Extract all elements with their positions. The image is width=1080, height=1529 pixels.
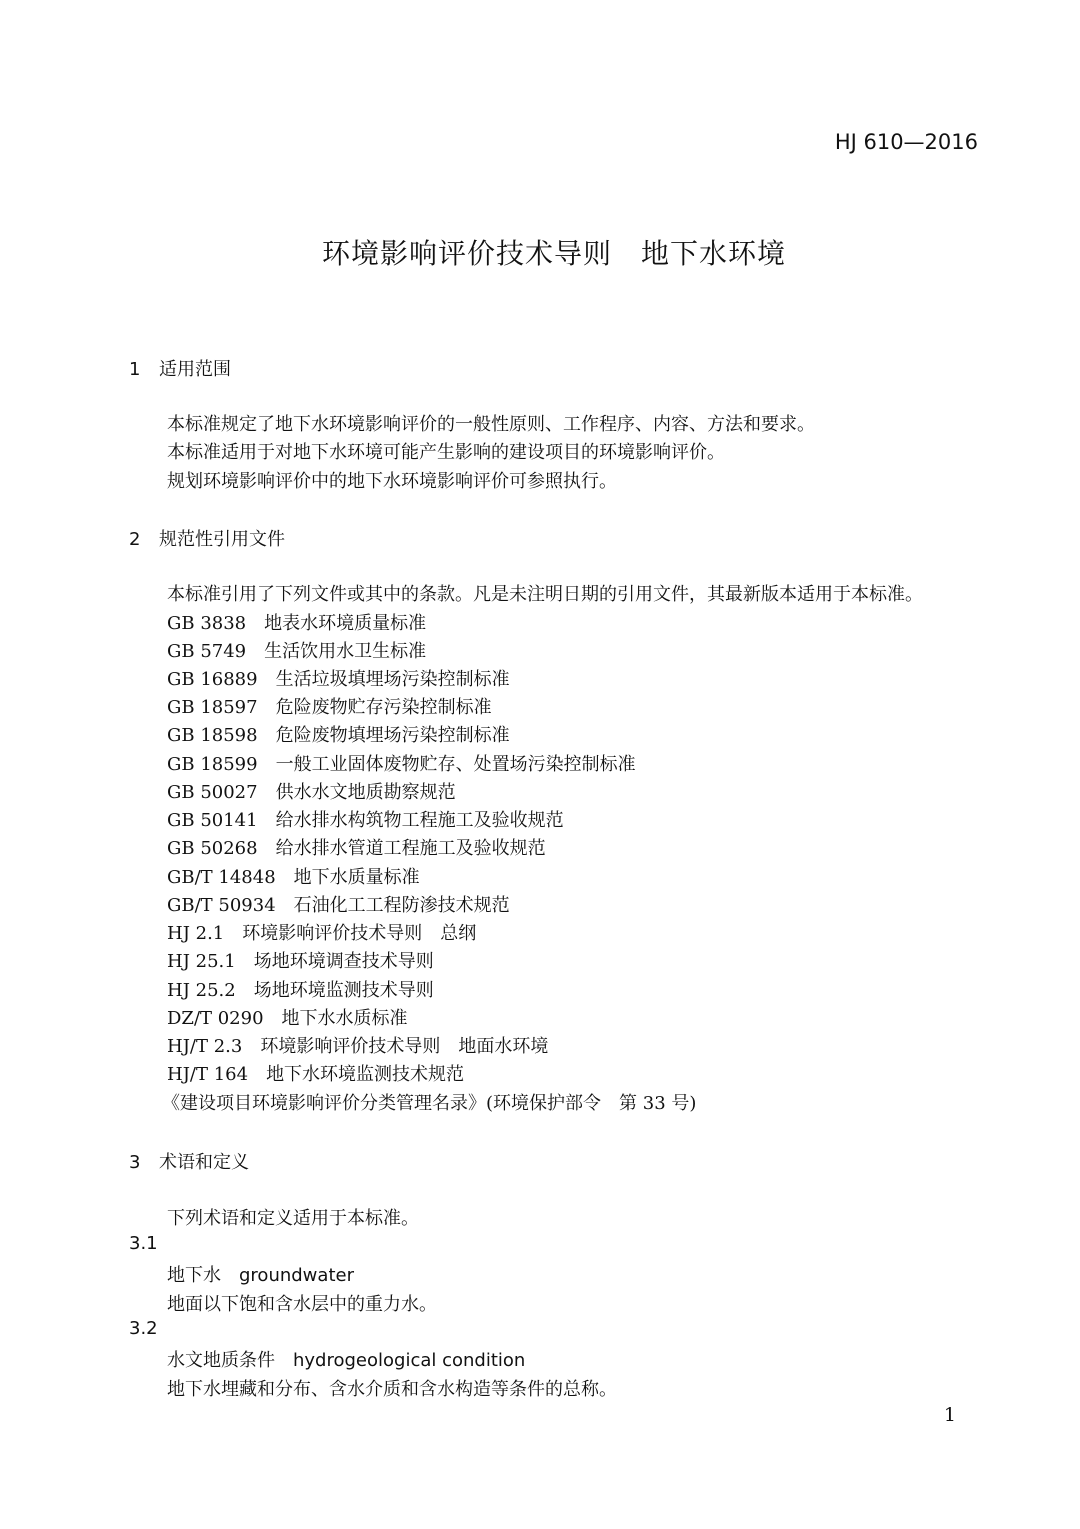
reference-item [167, 947, 434, 973]
reference-name: 生活饮用水卫生标准 [264, 641, 427, 662]
reference-item [167, 1032, 548, 1058]
reference-code: GB 50027 [167, 782, 258, 803]
reference-item [167, 637, 426, 663]
reference-name: 地下水水质标准 [281, 1008, 408, 1029]
reference-item [167, 665, 510, 691]
reference-item [167, 693, 492, 719]
reference-name: 地下水环境监测技术规范 [266, 1064, 465, 1085]
document-title: 环境影响评价技术导则 地下水环境 [321, 237, 786, 270]
reference-item [167, 609, 426, 635]
reference-code: GB 5749 [167, 641, 247, 662]
reference-item [167, 891, 510, 917]
reference-item [167, 721, 510, 747]
reference-name: 生活垃圾填埋场污染控制标准 [275, 669, 510, 690]
reference-code: GB 18599 [167, 754, 258, 775]
reference-code: HJ/T 2.3 [167, 1036, 243, 1057]
paragraph: 规划环境影响评价中的地下水环境影响评价可参照执行。 [167, 471, 617, 492]
reference-code: HJ/T 164 [167, 1064, 249, 1085]
reference-item [167, 750, 636, 776]
reference-item [167, 834, 546, 860]
reference-name: 地表水环境质量标准 [264, 613, 427, 634]
reference-code: GB/T 50934 [167, 895, 276, 916]
reference-item [167, 863, 420, 889]
section-title: 规范性引用文件 [159, 529, 285, 550]
reference-name: 危险废物填埋场污染控制标准 [275, 725, 510, 746]
term-definition: 地下水埋藏和分布、含水介质和含水构造等条件的总称。 [167, 1379, 617, 1400]
reference-code: HJ 25.2 [167, 980, 236, 1001]
reference-code: HJ 25.1 [167, 951, 236, 972]
section-title: 适用范围 [159, 359, 231, 380]
term-chinese: 水文地质条件 [167, 1350, 275, 1371]
reference-item: 《建设项目环境影响评价分类管理名录》(环境保护部令 第 33 号) [162, 1093, 697, 1114]
section-number: 3 [129, 1152, 141, 1173]
term-english: hydrogeological condition [293, 1350, 526, 1371]
reference-item [167, 919, 476, 945]
reference-item [167, 1060, 464, 1086]
section-2-heading [129, 525, 285, 551]
paragraph: 本标准引用了下列文件或其中的条款。凡是未注明日期的引用文件，其最新版本适用于本标准。 [167, 584, 923, 605]
reference-code: GB/T 14848 [167, 867, 276, 888]
reference-code: HJ 2.1 [167, 923, 225, 944]
reference-name: 危险废物贮存污染控制标准 [275, 697, 492, 718]
section-3-heading [129, 1148, 249, 1174]
paragraph: 下列术语和定义适用于本标准。 [167, 1208, 419, 1229]
term-heading [167, 1261, 354, 1287]
reference-name: 一般工业固体废物贮存、处置场污染控制标准 [275, 754, 636, 775]
reference-item [167, 976, 434, 1002]
reference-name: 供水水文地质勘察规范 [275, 782, 456, 803]
reference-name: 场地环境监测技术导则 [253, 980, 434, 1001]
standard-number: HJ 610—2016 [834, 130, 978, 154]
term-heading [167, 1346, 525, 1372]
reference-name: 环境影响评价技术导则 地面水环境 [260, 1036, 549, 1057]
reference-name: 地下水质量标准 [293, 867, 420, 888]
page-number: 1 [943, 1404, 956, 1426]
reference-name: 场地环境调查技术导则 [253, 951, 434, 972]
section-number: 1 [129, 359, 141, 380]
term-english: groundwater [239, 1265, 354, 1286]
reference-code: GB 50141 [167, 810, 258, 831]
reference-name: 给水排水管道工程施工及验收规范 [275, 838, 546, 859]
reference-item [167, 806, 564, 832]
term-number: 3.1 [129, 1233, 158, 1254]
reference-code: GB 16889 [167, 669, 258, 690]
reference-code: GB 50268 [167, 838, 258, 859]
term-definition: 地面以下饱和含水层中的重力水。 [167, 1294, 437, 1315]
paragraph: 本标准规定了地下水环境影响评价的一般性原则、工作程序、内容、方法和要求。 [167, 414, 815, 435]
reference-item [167, 778, 456, 804]
section-title: 术语和定义 [159, 1152, 249, 1173]
reference-name: 给水排水构筑物工程施工及验收规范 [275, 810, 564, 831]
section-1-heading [129, 355, 231, 381]
term-number: 3.2 [129, 1318, 158, 1339]
paragraph: 本标准适用于对地下水环境可能产生影响的建设项目的环境影响评价。 [167, 442, 725, 463]
reference-item [167, 1004, 408, 1030]
section-number: 2 [129, 529, 141, 550]
reference-name: 环境影响评价技术导则 总纲 [242, 923, 477, 944]
reference-code: GB 18597 [167, 697, 258, 718]
reference-code: GB 18598 [167, 725, 258, 746]
term-chinese: 地下水 [167, 1265, 221, 1286]
reference-code: DZ/T 0290 [167, 1008, 264, 1029]
reference-code: GB 3838 [167, 613, 247, 634]
reference-name: 石油化工工程防渗技术规范 [293, 895, 510, 916]
